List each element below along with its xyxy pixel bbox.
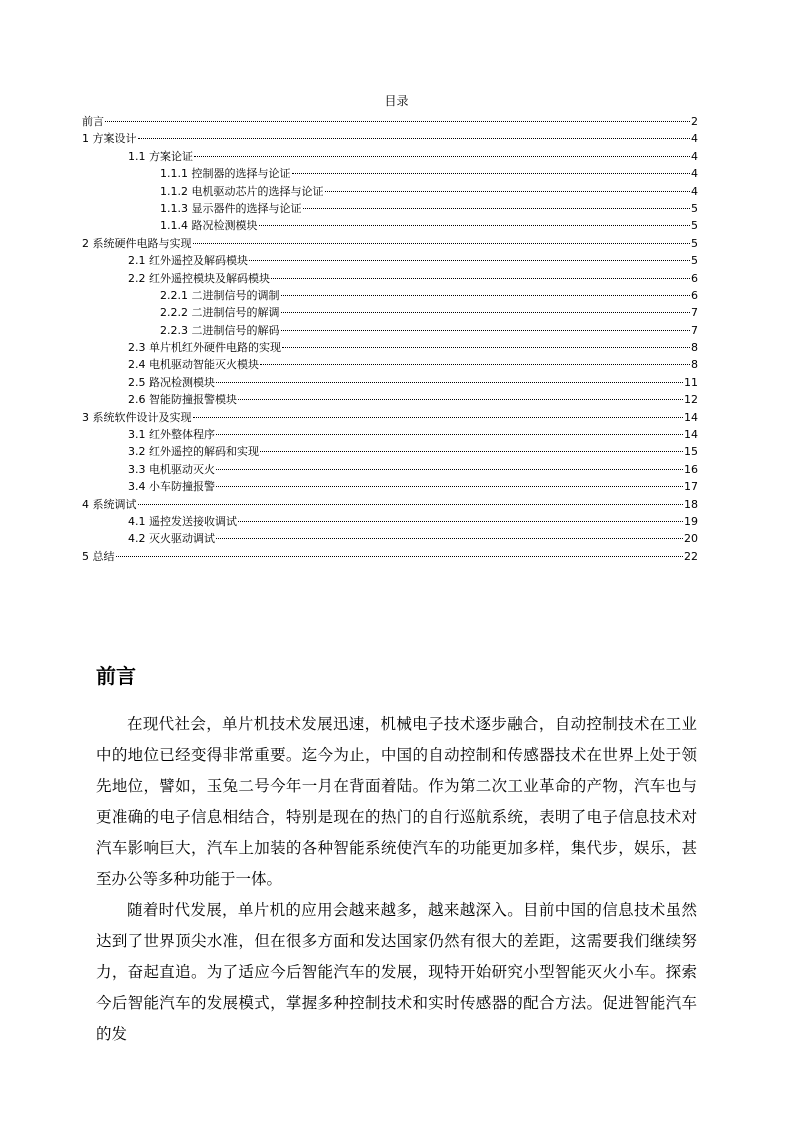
toc-entry[interactable]	[82, 235, 698, 252]
toc-entry-label: 2.6 智能防撞报警模块	[128, 393, 237, 407]
toc-entry-label: 3.2 红外遥控的解码和实现	[128, 445, 259, 459]
toc-leader-dots	[281, 312, 691, 313]
toc-entry-label: 2.3 单片机红外硬件电路的实现	[128, 341, 281, 355]
toc-entry-label: 3.3 电机驱动灭火	[128, 462, 215, 476]
toc-entry[interactable]	[82, 252, 698, 269]
section-body	[96, 709, 697, 1050]
toc-entry-page: 20	[684, 532, 698, 546]
toc-entry-label: 2 系统硬件电路与实现	[82, 236, 192, 250]
toc-entry-page: 19	[684, 514, 698, 528]
toc-leader-dots	[260, 364, 690, 365]
toc-leader-dots	[138, 138, 691, 139]
toc-leader-dots	[281, 330, 691, 331]
toc-leader-dots	[238, 399, 683, 400]
body-paragraph: 在现代社会，单片机技术发展迅速，机械电子技术逐步融合，自动控制技术在工业中的地位已经变得非常重要。迄今为止，中国的自动控制和传感器技术在世界上处于领先地位，譬如，玉兔二号今年一月在背面着陆。作为第二次工业革命的产物，汽车也与更准确的电子信息相结合，特别是现在的热门的自行巡航系统，表明了电子信息技术对汽车影响巨大，汽车上加装的各种智能系统使汽车的功能更加多样，集代步，娱乐，甚至办公等多种功能于一体。	[96, 715, 697, 888]
toc-entry-label: 1.1 方案论证	[128, 149, 193, 163]
toc-entry-page: 5	[691, 254, 698, 268]
toc-leader-dots	[259, 225, 691, 226]
toc-entry[interactable]	[82, 356, 698, 373]
toc-leader-dots	[249, 260, 690, 261]
toc-entry-page: 8	[691, 358, 698, 372]
toc-entry-label: 4.2 灭火驱动调试	[128, 532, 215, 546]
toc-entry[interactable]	[82, 461, 698, 478]
toc-entry-label: 前言	[82, 115, 104, 128]
toc-entry[interactable]	[82, 200, 698, 217]
toc-title: 目录	[384, 94, 409, 108]
section-heading: 前言	[96, 664, 136, 688]
toc-entry-page: 18	[684, 497, 698, 511]
toc-entry[interactable]	[82, 339, 698, 356]
toc-entry[interactable]	[82, 513, 698, 530]
toc-entry-label: 2.1 红外遥控及解码模块	[128, 254, 248, 268]
toc-entry-page: 4	[691, 149, 698, 163]
toc-leader-dots	[260, 451, 683, 452]
toc-entry-page: 17	[684, 480, 698, 494]
toc-entry-page: 7	[691, 306, 698, 320]
toc-entry-page: 4	[691, 132, 698, 146]
toc-entry-page: 4	[691, 184, 698, 198]
toc-entry[interactable]	[82, 113, 698, 130]
toc-entry-label: 2.2.1 二进制信号的调制	[160, 288, 280, 302]
toc-entry-label: 1.1.4 路况检测模块	[160, 219, 258, 233]
toc-entry-page: 11	[684, 375, 698, 389]
toc-entry-page: 12	[684, 393, 698, 407]
toc-entry-label: 2.2.3 二进制信号的解码	[160, 323, 280, 337]
toc-entry-label: 3.4 小车防撞报警	[128, 480, 215, 494]
toc-leader-dots	[105, 121, 690, 122]
toc-entry-page: 16	[684, 462, 698, 476]
toc-entry-label: 1.1.3 显示器件的选择与论证	[160, 201, 302, 215]
toc-entry[interactable]	[82, 548, 698, 565]
toc-entry-page: 6	[691, 288, 698, 302]
toc-leader-dots	[271, 278, 690, 279]
toc-entry-label: 2.5 路况检测模块	[128, 375, 215, 389]
toc-entry-label: 2.2.2 二进制信号的解调	[160, 306, 280, 320]
toc-entry[interactable]	[82, 165, 698, 182]
body-paragraph: 随着时代发展，单片机的应用会越来越多，越来越深入。目前中国的信息技术虽然达到了世界顶尖水准，但在很多方面和发达国家仍然有很大的差距，这需要我们继续努力，奋起直追。为了适应今后智能汽车的发展，现特开始研究小型智能灭火小车。探索今后智能汽车的发展模式，掌握多种控制技术和实时传感器的配合方法。促进智能汽车的发	[96, 901, 697, 1043]
toc-entry[interactable]	[82, 391, 698, 408]
toc-leader-dots	[216, 469, 683, 470]
toc-leader-dots	[238, 521, 683, 522]
toc-entry-label: 2.4 电机驱动智能灭火模块	[128, 358, 259, 372]
toc-leader-dots	[216, 486, 683, 487]
toc-leader-dots	[281, 295, 691, 296]
toc-entry-page: 2	[691, 115, 698, 128]
toc-entry[interactable]	[82, 322, 698, 339]
toc-leader-dots	[216, 382, 683, 383]
toc-entry-label: 1 方案设计	[82, 132, 137, 146]
toc-leader-dots	[138, 504, 684, 505]
toc-leader-dots	[216, 538, 683, 539]
toc-entry[interactable]	[82, 374, 698, 391]
toc-entry-label: 1.1.2 电机驱动芯片的选择与论证	[160, 184, 324, 198]
toc-leader-dots	[216, 434, 683, 435]
toc-entry[interactable]	[82, 443, 698, 460]
toc-entry[interactable]	[82, 304, 698, 321]
toc-entry-page: 7	[691, 323, 698, 337]
toc-entry-page: 22	[684, 549, 698, 563]
table-of-contents	[82, 113, 698, 565]
toc-entry-page: 8	[691, 341, 698, 355]
toc-entry-page: 14	[684, 428, 698, 442]
toc-leader-dots	[303, 208, 691, 209]
toc-entry-page: 6	[691, 271, 698, 285]
toc-leader-dots	[292, 173, 691, 174]
toc-entry[interactable]	[82, 478, 698, 495]
toc-entry[interactable]	[82, 148, 698, 165]
toc-entry[interactable]	[82, 426, 698, 443]
toc-entry-label: 4 系统调试	[82, 497, 137, 511]
toc-entry-page: 5	[691, 201, 698, 215]
toc-leader-dots	[282, 347, 690, 348]
toc-entry-label: 1.1.1 控制器的选择与论证	[160, 167, 291, 181]
toc-entry-label: 4.1 遥控发送接收调试	[128, 514, 237, 528]
toc-entry-page: 5	[691, 236, 698, 250]
toc-entry[interactable]	[82, 183, 698, 200]
toc-entry-page: 4	[691, 167, 698, 181]
toc-entry[interactable]	[82, 270, 698, 287]
toc-entry-page: 14	[684, 410, 698, 424]
toc-entry[interactable]	[82, 287, 698, 304]
toc-leader-dots	[116, 556, 684, 557]
toc-entry-page: 15	[684, 445, 698, 459]
toc-leader-dots	[193, 243, 691, 244]
toc-entry[interactable]	[82, 496, 698, 513]
toc-entry[interactable]	[82, 530, 698, 547]
toc-entry[interactable]	[82, 217, 698, 234]
toc-entry-label: 2.2 红外遥控模块及解码模块	[128, 271, 270, 285]
toc-leader-dots	[325, 191, 691, 192]
toc-entry[interactable]	[82, 130, 698, 147]
toc-leader-dots	[194, 156, 690, 157]
toc-entry-label: 3.1 红外整体程序	[128, 428, 215, 442]
toc-entry-page: 5	[691, 219, 698, 233]
toc-entry-label: 5 总结	[82, 549, 115, 563]
toc-leader-dots	[193, 417, 684, 418]
toc-entry-label: 3 系统软件设计及实现	[82, 410, 192, 424]
toc-entry[interactable]	[82, 409, 698, 426]
